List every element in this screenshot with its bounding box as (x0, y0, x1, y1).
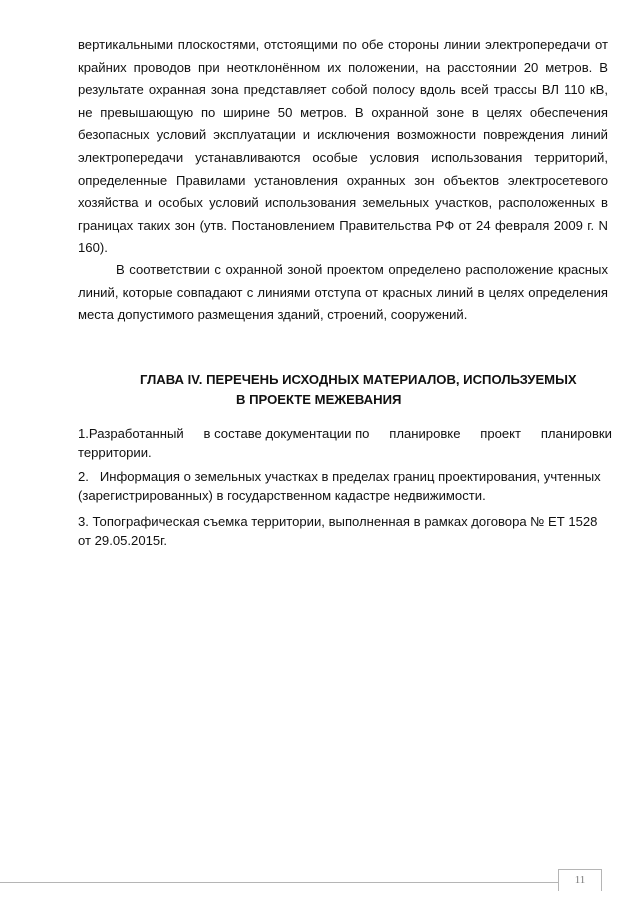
page-number: 11 (574, 874, 586, 886)
list-item: 2. Информация о земельных участках в пределах границ проектирования, учтенных (зарегистрированных) в государственном кадастре недвижимости. (78, 469, 605, 503)
list-item: 3. Топографическая съемка территории, выполненная в рамках договора № ЕТ 1528 от 29.05.2015г. (78, 514, 598, 548)
list-item (78, 425, 612, 462)
list-item-word: 1.Разработанный (78, 426, 184, 441)
paragraph-protection-zone: вертикальными плоскостями, отстоящими по обе стороны линии электропередачи от крайних проводов при неотклонённом их положении, на расстоянии 20 метров. В результате охранная зона представляет собой полосу вдоль всей трассы ВЛ 110 кВ, не превышающую по ширине 50 метров. В охранной зоне в целях обеспечения безопасных условий эксплуатации и исключения возможности повреждения линий электропередачи устанавливаются особые условия использования территорий, определенные Правилами установления охранных зон объектов электросетевого хозяйства и особых условий использования земельных участков, расположенных в границах таких зон (утв. Постановлением Правительства РФ от 24 февраля 2009 г. N 160). (78, 37, 608, 256)
chapter-heading-continuation: В ПРОЕКТЕ МЕЖЕВАНИЯ (236, 392, 402, 407)
list-item-word: в составе документации по (203, 426, 370, 441)
paragraph-red-lines: В соответствии с охранной зоной проектом определено расположение красных линий, которые совпадают с линиями отступа от красных линий в целях определения места допустимого размещения зданий, строений, сооружений. (78, 262, 608, 323)
list-item-word: планировке (389, 426, 461, 441)
footer-divider (0, 882, 558, 883)
page-number-box (558, 869, 602, 891)
chapter-heading: ГЛАВА IV. ПЕРЕЧЕНЬ ИСХОДНЫХ МАТЕРИАЛОВ, ИСПОЛЬЗУЕМЫХ (140, 372, 577, 387)
list-item-first-line (78, 425, 612, 444)
list-item-word: проект (480, 426, 522, 441)
list-item-word: планировки (540, 426, 612, 441)
list-item-second-line: территории. (78, 444, 152, 460)
